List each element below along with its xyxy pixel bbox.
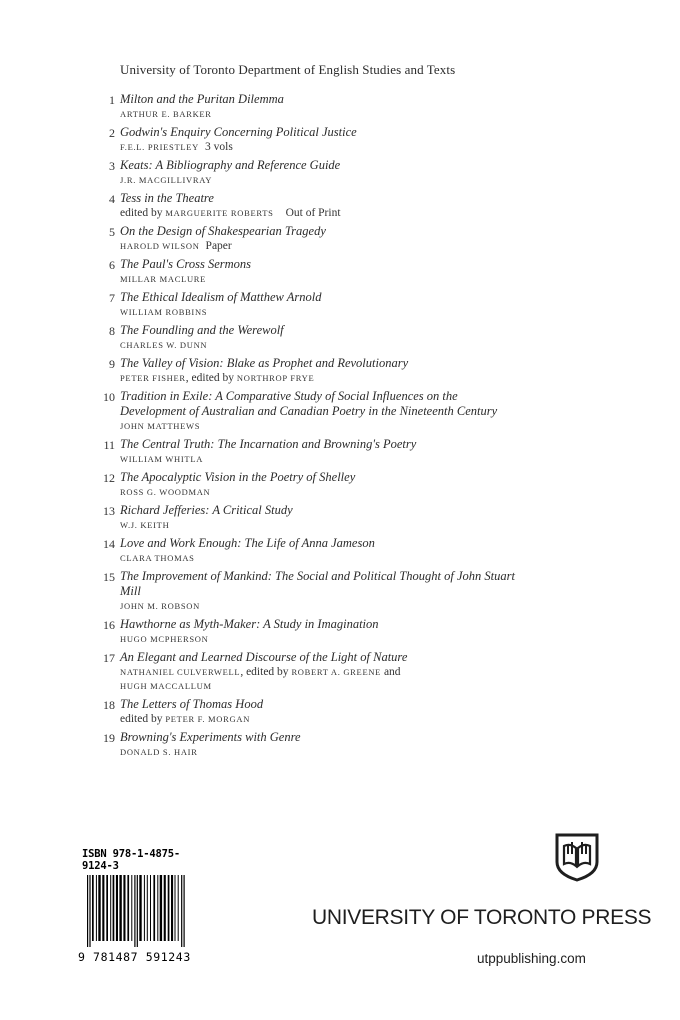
barcode-bar (102, 875, 104, 941)
item-author: NATHANIEL CULVERWELL (120, 667, 241, 677)
barcode-bar (137, 875, 138, 947)
item-credit (120, 452, 520, 466)
item-credit (120, 239, 520, 253)
item-title: The Paul's Cross Sermons (120, 257, 252, 271)
barcode-bar (153, 875, 155, 941)
barcode-bar (144, 875, 145, 941)
barcode-bar (160, 875, 162, 941)
item-author: JOHN MATTHEWS (120, 421, 201, 431)
barcode-bar (131, 875, 132, 941)
item-number: 16 (103, 618, 115, 632)
list-item (100, 503, 520, 532)
item-number: 6 (109, 258, 115, 272)
item-title: The Improvement of Mankind: The Social and Political Thought of John Stuart Mill (120, 569, 515, 598)
list-item (100, 650, 520, 693)
isbn-label: ISBN 978-1-4875-9124-3 (82, 848, 180, 872)
item-credit (120, 518, 520, 532)
credit-prefix: edited by (120, 713, 163, 725)
list-item (100, 356, 520, 385)
item-credit (120, 371, 520, 385)
item-number: 9 (109, 357, 115, 371)
barcode-bar (89, 875, 90, 947)
item-author: WILLIAM WHITLA (120, 454, 204, 464)
list-item (100, 569, 520, 613)
credit-connector: and (383, 666, 401, 678)
item-author: ARTHUR E. BARKER (120, 109, 212, 119)
item-title: Richard Jefferies: A Critical Study (120, 503, 293, 517)
item-credit (120, 272, 520, 286)
credit-prefix: edited by (120, 207, 163, 219)
barcode-bar (119, 875, 121, 941)
item-title: Tradition in Exile: A Comparative Study of Social Influences on the Development of Australian and Canadian Poetry in the Nineteenth Century (120, 389, 498, 418)
item-number: 18 (103, 698, 115, 712)
barcode-bar (150, 875, 151, 941)
series-title: University of Toronto Department of English Studies and Texts (120, 62, 456, 77)
item-credit (120, 140, 520, 154)
item-credit (120, 745, 520, 759)
item-number: 11 (103, 438, 115, 452)
item-number: 2 (109, 126, 115, 140)
list-item (100, 730, 520, 759)
barcode-bar (147, 875, 148, 941)
barcode-bar (106, 875, 108, 941)
barcode-bar (87, 875, 88, 947)
list-item (100, 257, 520, 286)
item-title: The Valley of Vision: Blake as Prophet and Revolutionary (120, 356, 409, 370)
barcode-bar (123, 875, 125, 941)
item-number: 3 (109, 159, 115, 173)
list-item (100, 536, 520, 565)
item-number: 1 (109, 93, 115, 107)
list-item (100, 158, 520, 187)
barcode-bar (127, 875, 129, 941)
barcode-bar (178, 875, 179, 941)
item-title: An Elegant and Learned Discourse of the Light of Nature (120, 650, 408, 664)
book-list (100, 92, 520, 763)
barcode-bar (98, 875, 100, 941)
item-title: Love and Work Enough: The Life of Anna Jameson (120, 536, 375, 550)
item-author: F.E.L. PRIESTLEY (120, 142, 199, 152)
item-author: PETER F. MORGAN (165, 714, 251, 724)
item-credit (120, 173, 520, 187)
list-item (100, 92, 520, 121)
item-number: 15 (103, 570, 115, 584)
item-number: 14 (103, 537, 115, 551)
item-author: HUGO MCPHERSON (120, 634, 209, 644)
item-title: Hawthorne as Myth-Maker: A Study in Imagination (120, 617, 379, 631)
list-item (100, 437, 520, 466)
item-author: DONALD S. HAIR (120, 747, 198, 757)
item-author: ROSS G. WOODMAN (120, 487, 211, 497)
item-note: 3 vols (205, 141, 233, 153)
list-item (100, 290, 520, 319)
item-author: CLARA THOMAS (120, 553, 195, 563)
item-title: The Letters of Thomas Hood (120, 697, 264, 711)
item-editor: HUGH MACCALLUM (120, 681, 212, 691)
barcode-bar (184, 875, 185, 947)
list-item (100, 125, 520, 154)
barcode-bar (92, 875, 94, 941)
item-credit (120, 305, 520, 319)
item-title: The Foundling and the Werewolf (120, 323, 284, 337)
item-credit (120, 551, 520, 565)
item-author: W.J. KEITH (120, 520, 170, 530)
item-editor: ROBERT A. GREENE (291, 667, 382, 677)
barcode-number: 9 781487 591243 (78, 950, 191, 964)
barcode-bar (96, 875, 97, 941)
list-item (100, 697, 520, 726)
credit-connector: , edited by (185, 372, 235, 384)
item-author: JOHN M. ROBSON (120, 601, 200, 611)
list-item (100, 191, 520, 220)
barcode-bar (134, 875, 135, 947)
item-credit (120, 712, 520, 726)
item-number: 10 (103, 390, 115, 404)
item-credit (120, 419, 520, 433)
item-number: 7 (109, 291, 115, 305)
item-title: Browning's Experiments with Genre (120, 730, 301, 744)
barcode-bar (164, 875, 166, 941)
barcode-block (78, 848, 204, 964)
barcode-bar (168, 875, 170, 941)
item-title: The Central Truth: The Incarnation and Browning's Poetry (120, 437, 417, 451)
item-title: Milton and the Puritan Dilemma (120, 92, 284, 106)
item-number: 4 (109, 192, 115, 206)
item-credit (120, 107, 520, 121)
item-author: WILLIAM ROBBINS (120, 307, 208, 317)
barcode-bar (171, 875, 173, 941)
item-title: Godwin's Enquiry Concerning Political Justice (120, 125, 357, 139)
list-item (100, 617, 520, 646)
item-editor: NORTHROP FRYE (236, 373, 315, 383)
item-title: Keats: A Bibliography and Reference Guide (120, 158, 341, 172)
item-author: MARGUERITE ROBERTS (165, 208, 274, 218)
item-author: MILLAR MACLURE (120, 274, 207, 284)
item-number: 5 (109, 225, 115, 239)
list-item (100, 224, 520, 253)
item-number: 19 (103, 731, 115, 745)
barcode-bar (116, 875, 118, 941)
item-note: Paper (205, 240, 232, 252)
barcode-bar (157, 875, 158, 941)
shield-book-icon (554, 832, 600, 882)
item-number: 13 (103, 504, 115, 518)
item-number: 17 (103, 651, 115, 665)
item-credit (120, 206, 520, 220)
credit-connector: , edited by (240, 666, 289, 678)
item-credit (120, 338, 520, 352)
item-title: The Ethical Idealism of Matthew Arnold (120, 290, 322, 304)
item-title: The Apocalyptic Vision in the Poetry of Shelley (120, 470, 356, 484)
item-author: J.R. MACGILLIVRAY (120, 175, 213, 185)
item-credit (120, 485, 520, 499)
barcode-bar (175, 875, 176, 941)
item-title: Tess in the Theatre (120, 191, 214, 205)
item-author: PETER FISHER (120, 373, 186, 383)
item-note: Out of Print (285, 207, 341, 219)
item-number: 8 (109, 324, 115, 338)
barcode-icon (87, 875, 200, 947)
list-item (100, 389, 520, 433)
barcode-bar (181, 875, 182, 947)
item-author: HAROLD WILSON (120, 241, 200, 251)
list-item (100, 323, 520, 352)
publisher-name: UNIVERSITY OF TORONTO PRESS (312, 906, 652, 929)
barcode-bar (113, 875, 115, 941)
item-credit (120, 665, 520, 693)
publisher-website[interactable]: utppublishing.com (477, 951, 586, 966)
item-credit (120, 632, 520, 646)
item-credit (120, 599, 520, 613)
item-author: CHARLES W. DUNN (120, 340, 208, 350)
item-number: 12 (103, 471, 115, 485)
list-item (100, 470, 520, 499)
barcode-bar (139, 875, 141, 941)
barcode-bar (110, 875, 111, 941)
item-title: On the Design of Shakespearian Tragedy (120, 224, 326, 238)
